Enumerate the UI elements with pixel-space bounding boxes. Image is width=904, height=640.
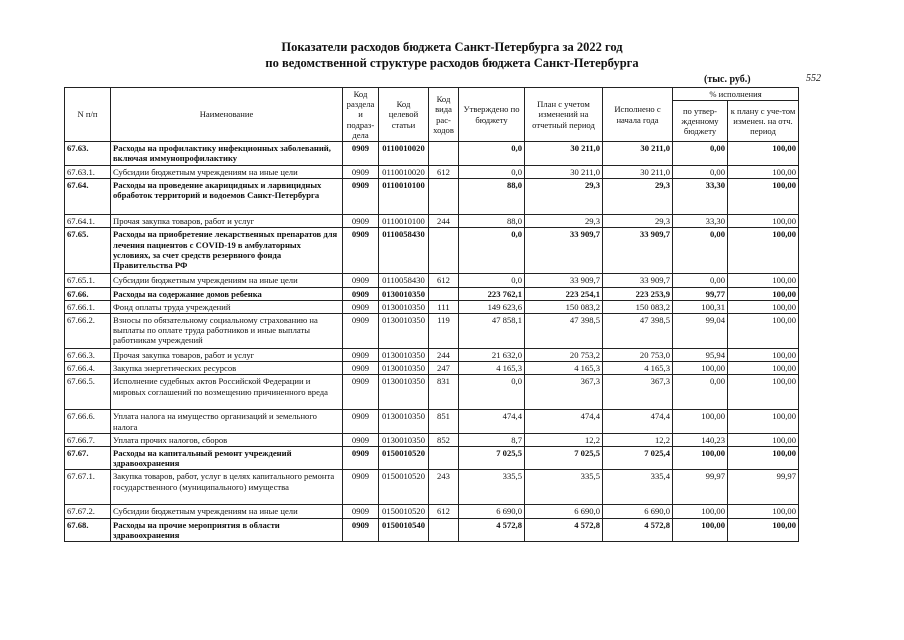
cell-sec: 0909 bbox=[343, 179, 379, 215]
cell-p1: 99,97 bbox=[673, 470, 728, 505]
cell-type: 243 bbox=[429, 470, 459, 505]
cell-sec: 0909 bbox=[343, 349, 379, 362]
cell-p1: 95,94 bbox=[673, 349, 728, 362]
cell-p1: 0,00 bbox=[673, 166, 728, 179]
cell-p1: 33,30 bbox=[673, 179, 728, 215]
cell-name: Субсидии бюджетным учреждениям на иные цели bbox=[111, 505, 343, 518]
col-plan-header: План с учетом изменений на отчетный период bbox=[525, 88, 603, 142]
cell-appr: 0,0 bbox=[459, 166, 525, 179]
cell-sec: 0909 bbox=[343, 300, 379, 313]
cell-p2: 100,00 bbox=[728, 166, 799, 179]
cell-exec: 47 398,5 bbox=[603, 314, 673, 349]
cell-appr: 8,7 bbox=[459, 433, 525, 446]
cell-plan: 30 211,0 bbox=[525, 142, 603, 166]
cell-name: Прочая закупка товаров, работ и услуг bbox=[111, 215, 343, 228]
cell-p2: 100,00 bbox=[728, 179, 799, 215]
cell-sec: 0909 bbox=[343, 215, 379, 228]
cell-name: Закупка товаров, работ, услуг в целях капитального ремонта государственного (муниципального) имущества bbox=[111, 470, 343, 505]
cell-name: Фонд оплаты труда учреждений bbox=[111, 300, 343, 313]
cell-p2: 100,00 bbox=[728, 362, 799, 375]
table-row bbox=[65, 375, 799, 410]
cell-sec: 0909 bbox=[343, 470, 379, 505]
cell-name: Закупка энергетических ресурсов bbox=[111, 362, 343, 375]
cell-exec: 30 211,0 bbox=[603, 142, 673, 166]
cell-sec: 0909 bbox=[343, 287, 379, 300]
cell-tgt: 0130010350 bbox=[379, 375, 429, 410]
cell-type: 247 bbox=[429, 362, 459, 375]
cell-tgt: 0150010540 bbox=[379, 518, 429, 541]
cell-plan: 6 690,0 bbox=[525, 505, 603, 518]
cell-appr: 4 572,8 bbox=[459, 518, 525, 541]
cell-sec: 0909 bbox=[343, 362, 379, 375]
cell-exec: 335,4 bbox=[603, 470, 673, 505]
cell-p1: 100,00 bbox=[673, 505, 728, 518]
cell-n: 67.63. bbox=[65, 142, 111, 166]
cell-plan: 33 909,7 bbox=[525, 274, 603, 287]
cell-plan: 29,3 bbox=[525, 215, 603, 228]
cell-name: Расходы на прочие мероприятия в области здравоохранения bbox=[111, 518, 343, 541]
cell-plan: 7 025,5 bbox=[525, 447, 603, 470]
table-row bbox=[65, 433, 799, 446]
cell-plan: 29,3 bbox=[525, 179, 603, 215]
cell-tgt: 0110058430 bbox=[379, 228, 429, 274]
cell-n: 67.65.1. bbox=[65, 274, 111, 287]
cell-p1: 100,00 bbox=[673, 518, 728, 541]
cell-exec: 367,3 bbox=[603, 375, 673, 410]
cell-type bbox=[429, 518, 459, 541]
cell-name: Расходы на содержание домов ребенка bbox=[111, 287, 343, 300]
cell-plan: 150 083,2 bbox=[525, 300, 603, 313]
cell-type: 244 bbox=[429, 215, 459, 228]
cell-p2: 100,00 bbox=[728, 433, 799, 446]
cell-sec: 0909 bbox=[343, 410, 379, 433]
table-row bbox=[65, 518, 799, 541]
col-target-header: Код целевой статьи bbox=[379, 88, 429, 142]
cell-type bbox=[429, 228, 459, 274]
table-row bbox=[65, 447, 799, 470]
cell-type bbox=[429, 447, 459, 470]
cell-name: Расходы на проведение акарицидных и ларвицидных обработок территорий и водоемов Санкт-Петербурга bbox=[111, 179, 343, 215]
cell-exec: 33 909,7 bbox=[603, 274, 673, 287]
cell-appr: 474,4 bbox=[459, 410, 525, 433]
cell-tgt: 0130010350 bbox=[379, 349, 429, 362]
cell-name: Расходы на капитальный ремонт учреждений здравоохранения bbox=[111, 447, 343, 470]
cell-p2: 100,00 bbox=[728, 349, 799, 362]
cell-n: 67.63.1. bbox=[65, 166, 111, 179]
table-row bbox=[65, 274, 799, 287]
cell-p1: 0,00 bbox=[673, 375, 728, 410]
cell-plan: 30 211,0 bbox=[525, 166, 603, 179]
col-pct-approved-header: по утвер-жденному бюджету bbox=[673, 101, 728, 142]
cell-sec: 0909 bbox=[343, 505, 379, 518]
cell-p2: 100,00 bbox=[728, 228, 799, 274]
cell-p2: 100,00 bbox=[728, 375, 799, 410]
cell-plan: 474,4 bbox=[525, 410, 603, 433]
col-section-header: Код раздела и подраз-дела bbox=[343, 88, 379, 142]
cell-tgt: 0130010350 bbox=[379, 433, 429, 446]
cell-exec: 150 083,2 bbox=[603, 300, 673, 313]
table-row bbox=[65, 300, 799, 313]
cell-name: Уплата налога на имущество организаций и земельного налога bbox=[111, 410, 343, 433]
cell-p1: 100,00 bbox=[673, 362, 728, 375]
cell-p1: 0,00 bbox=[673, 228, 728, 274]
col-percent-group-header: % исполнения bbox=[673, 88, 799, 101]
cell-tgt: 0110010100 bbox=[379, 215, 429, 228]
cell-name: Взносы по обязательному социальному страхованию на выплаты по оплате труда работников и иные выплаты работникам учреждений bbox=[111, 314, 343, 349]
cell-plan: 335,5 bbox=[525, 470, 603, 505]
cell-p1: 100,00 bbox=[673, 447, 728, 470]
cell-tgt: 0130010350 bbox=[379, 410, 429, 433]
cell-sec: 0909 bbox=[343, 274, 379, 287]
cell-name: Прочая закупка товаров, работ и услуг bbox=[111, 349, 343, 362]
cell-exec: 29,3 bbox=[603, 179, 673, 215]
cell-sec: 0909 bbox=[343, 433, 379, 446]
cell-exec: 6 690,0 bbox=[603, 505, 673, 518]
cell-name: Расходы на приобретение лекарственных препаратов для лечения пациентов с COVID-19 в амбулаторных условиях, за счет средств резервного фонда Правительства РФ bbox=[111, 228, 343, 274]
cell-n: 67.67.2. bbox=[65, 505, 111, 518]
cell-appr: 149 623,6 bbox=[459, 300, 525, 313]
table-row bbox=[65, 166, 799, 179]
cell-name: Уплата прочих налогов, сборов bbox=[111, 433, 343, 446]
cell-plan: 33 909,7 bbox=[525, 228, 603, 274]
cell-n: 67.66.5. bbox=[65, 375, 111, 410]
cell-p2: 100,00 bbox=[728, 518, 799, 541]
cell-n: 67.66.7. bbox=[65, 433, 111, 446]
col-type-header: Код вида рас-ходов bbox=[429, 88, 459, 142]
table-row bbox=[65, 142, 799, 166]
cell-type: 244 bbox=[429, 349, 459, 362]
report-title-line-1: Показатели расходов бюджета Санкт-Петербурга за 2022 год bbox=[281, 40, 623, 54]
table-row bbox=[65, 349, 799, 362]
cell-plan: 12,2 bbox=[525, 433, 603, 446]
cell-plan: 223 254,1 bbox=[525, 287, 603, 300]
cell-exec: 33 909,7 bbox=[603, 228, 673, 274]
cell-p2: 100,00 bbox=[728, 447, 799, 470]
table-row bbox=[65, 470, 799, 505]
cell-name: Субсидии бюджетным учреждениям на иные цели bbox=[111, 166, 343, 179]
cell-tgt: 0150010520 bbox=[379, 447, 429, 470]
cell-tgt: 0130010350 bbox=[379, 287, 429, 300]
cell-exec: 4 165,3 bbox=[603, 362, 673, 375]
cell-p2: 100,00 bbox=[728, 314, 799, 349]
cell-type: 119 bbox=[429, 314, 459, 349]
cell-appr: 335,5 bbox=[459, 470, 525, 505]
cell-tgt: 0130010350 bbox=[379, 300, 429, 313]
cell-type: 612 bbox=[429, 274, 459, 287]
cell-type: 852 bbox=[429, 433, 459, 446]
cell-appr: 7 025,5 bbox=[459, 447, 525, 470]
col-name-header: Наименование bbox=[111, 88, 343, 142]
cell-type: 612 bbox=[429, 166, 459, 179]
cell-n: 67.64. bbox=[65, 179, 111, 215]
cell-plan: 47 398,5 bbox=[525, 314, 603, 349]
cell-appr: 223 762,1 bbox=[459, 287, 525, 300]
cell-sec: 0909 bbox=[343, 518, 379, 541]
cell-n: 67.68. bbox=[65, 518, 111, 541]
cell-tgt: 0150010520 bbox=[379, 470, 429, 505]
table-row bbox=[65, 314, 799, 349]
cell-appr: 88,0 bbox=[459, 215, 525, 228]
col-pct-plan-header: к плану с уче-том изменен. на отч. период bbox=[728, 101, 799, 142]
cell-p1: 140,23 bbox=[673, 433, 728, 446]
cell-p1: 0,00 bbox=[673, 274, 728, 287]
table-row bbox=[65, 410, 799, 433]
cell-appr: 0,0 bbox=[459, 142, 525, 166]
cell-p1: 99,77 bbox=[673, 287, 728, 300]
cell-type: 111 bbox=[429, 300, 459, 313]
cell-p2: 100,00 bbox=[728, 410, 799, 433]
cell-name: Исполнение судебных актов Российской Федерации и мировых соглашений по возмещению причиненного вреда bbox=[111, 375, 343, 410]
cell-n: 67.66.3. bbox=[65, 349, 111, 362]
cell-n: 67.66. bbox=[65, 287, 111, 300]
cell-n: 67.66.2. bbox=[65, 314, 111, 349]
cell-appr: 47 858,1 bbox=[459, 314, 525, 349]
cell-p2: 100,00 bbox=[728, 287, 799, 300]
cell-exec: 20 753,0 bbox=[603, 349, 673, 362]
cell-tgt: 0110058430 bbox=[379, 274, 429, 287]
cell-appr: 21 632,0 bbox=[459, 349, 525, 362]
cell-type: 831 bbox=[429, 375, 459, 410]
cell-p2: 100,00 bbox=[728, 274, 799, 287]
cell-p1: 33,30 bbox=[673, 215, 728, 228]
col-approved-header: Утверждено по бюджету bbox=[459, 88, 525, 142]
cell-exec: 12,2 bbox=[603, 433, 673, 446]
cell-exec: 4 572,8 bbox=[603, 518, 673, 541]
cell-tgt: 0110010100 bbox=[379, 179, 429, 215]
table-row bbox=[65, 228, 799, 274]
cell-exec: 7 025,4 bbox=[603, 447, 673, 470]
cell-p1: 99,04 bbox=[673, 314, 728, 349]
report-title-line-2: по ведомственной структуре расходов бюджета Санкт-Петербурга bbox=[265, 56, 639, 70]
cell-tgt: 0130010350 bbox=[379, 362, 429, 375]
cell-n: 67.65. bbox=[65, 228, 111, 274]
cell-sec: 0909 bbox=[343, 142, 379, 166]
cell-n: 67.64.1. bbox=[65, 215, 111, 228]
cell-appr: 0,0 bbox=[459, 274, 525, 287]
budget-table bbox=[64, 87, 799, 542]
cell-p2: 100,00 bbox=[728, 215, 799, 228]
cell-name: Расходы на профилактику инфекционных заболеваний, включая иммунопрофилактику bbox=[111, 142, 343, 166]
cell-sec: 0909 bbox=[343, 228, 379, 274]
cell-appr: 6 690,0 bbox=[459, 505, 525, 518]
cell-tgt: 0130010350 bbox=[379, 314, 429, 349]
cell-type: 851 bbox=[429, 410, 459, 433]
table-row bbox=[65, 505, 799, 518]
cell-name: Субсидии бюджетным учреждениям на иные цели bbox=[111, 274, 343, 287]
cell-exec: 29,3 bbox=[603, 215, 673, 228]
table-row bbox=[65, 287, 799, 300]
cell-plan: 4 572,8 bbox=[525, 518, 603, 541]
cell-appr: 0,0 bbox=[459, 228, 525, 274]
cell-type bbox=[429, 179, 459, 215]
cell-appr: 88,0 bbox=[459, 179, 525, 215]
cell-n: 67.66.6. bbox=[65, 410, 111, 433]
cell-p2: 100,00 bbox=[728, 300, 799, 313]
cell-n: 67.66.1. bbox=[65, 300, 111, 313]
cell-type: 612 bbox=[429, 505, 459, 518]
cell-plan: 4 165,3 bbox=[525, 362, 603, 375]
table-row bbox=[65, 215, 799, 228]
cell-plan: 367,3 bbox=[525, 375, 603, 410]
cell-tgt: 0110010020 bbox=[379, 142, 429, 166]
cell-p2: 100,00 bbox=[728, 505, 799, 518]
cell-tgt: 0110010020 bbox=[379, 166, 429, 179]
cell-sec: 0909 bbox=[343, 314, 379, 349]
cell-p1: 100,00 bbox=[673, 410, 728, 433]
cell-sec: 0909 bbox=[343, 166, 379, 179]
cell-sec: 0909 bbox=[343, 375, 379, 410]
cell-sec: 0909 bbox=[343, 447, 379, 470]
cell-appr: 4 165,3 bbox=[459, 362, 525, 375]
page-number: 552 bbox=[806, 73, 821, 84]
cell-exec: 223 253,9 bbox=[603, 287, 673, 300]
table-row bbox=[65, 362, 799, 375]
cell-n: 67.67. bbox=[65, 447, 111, 470]
cell-p2: 99,97 bbox=[728, 470, 799, 505]
cell-n: 67.66.4. bbox=[65, 362, 111, 375]
cell-tgt: 0150010520 bbox=[379, 505, 429, 518]
cell-exec: 30 211,0 bbox=[603, 166, 673, 179]
col-executed-header: Исполнено с начала года bbox=[603, 88, 673, 142]
cell-p1: 0,00 bbox=[673, 142, 728, 166]
col-num-header: N п/п bbox=[65, 88, 111, 142]
cell-exec: 474,4 bbox=[603, 410, 673, 433]
cell-n: 67.67.1. bbox=[65, 470, 111, 505]
cell-plan: 20 753,2 bbox=[525, 349, 603, 362]
cell-appr: 0,0 bbox=[459, 375, 525, 410]
cell-type bbox=[429, 142, 459, 166]
unit-label: (тыс. руб.) bbox=[704, 74, 751, 85]
table-row bbox=[65, 179, 799, 215]
cell-p2: 100,00 bbox=[728, 142, 799, 166]
cell-p1: 100,31 bbox=[673, 300, 728, 313]
cell-type bbox=[429, 287, 459, 300]
